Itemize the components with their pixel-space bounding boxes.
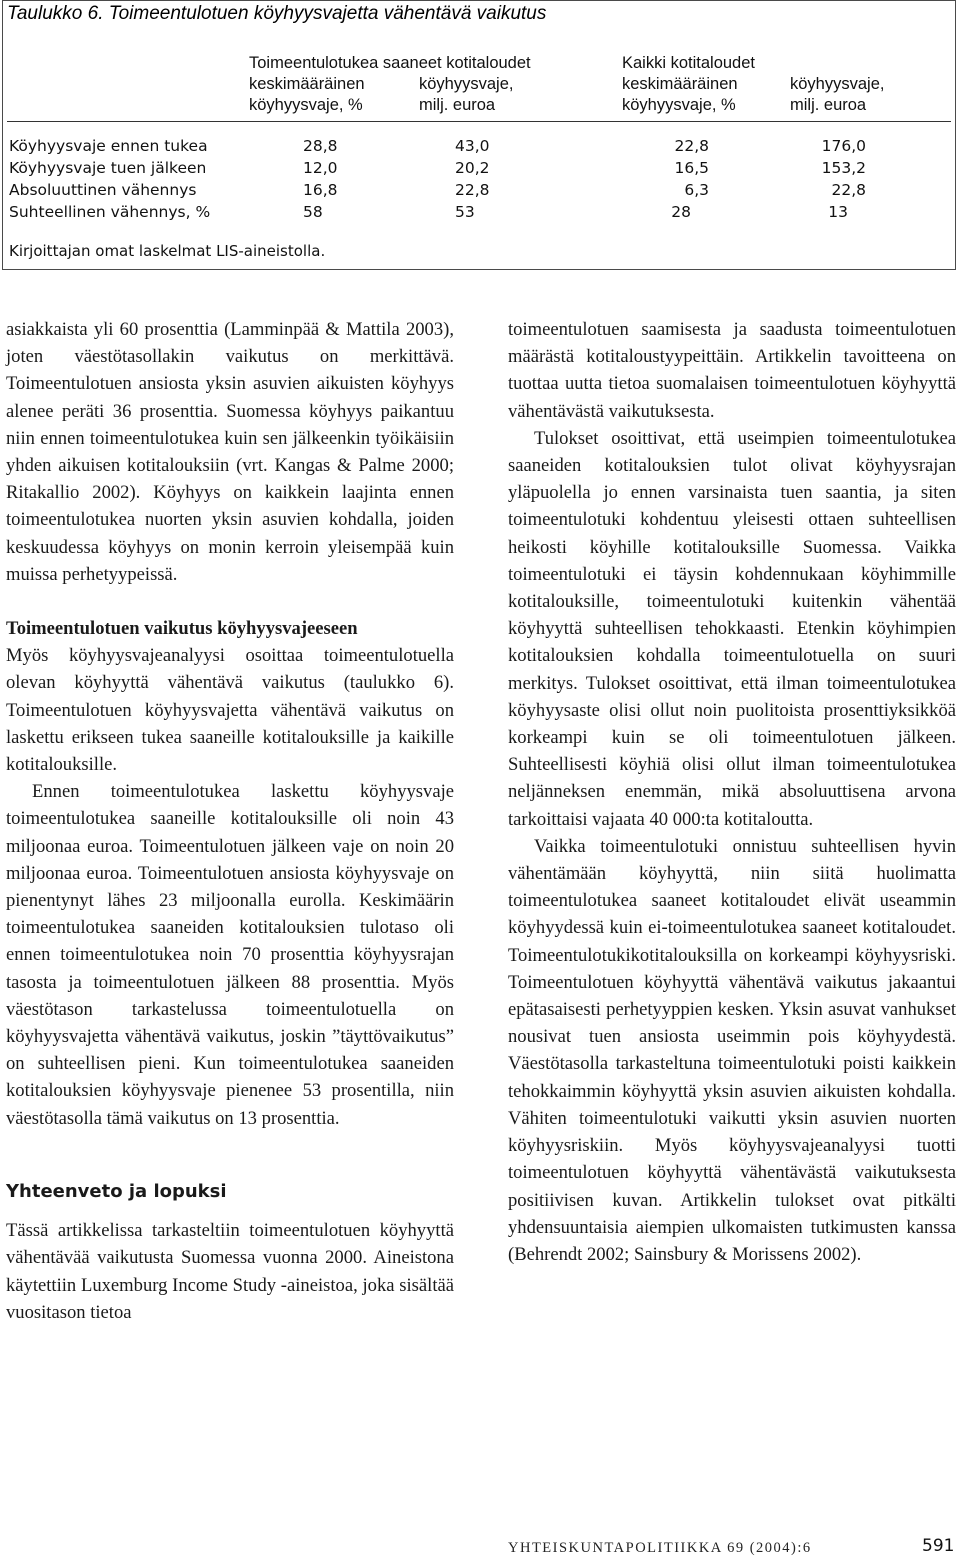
left-paragraph-1: asiakkaista yli 60 prosenttia (Lamminpää & Mattila 2003), joten väestötasollakin vaikutus on merkittävä. Toimeentulotuen ansiosta yksin asuvien aikuisten köyhyys alenee peräti 36 prosenttia. Suomessa köyhyys paikantuu niin ennen toimeentulotukea kuin sen jälkeenkin työikäisiin yhden aikuisen kotitalouksiin (vrt. Kangas & Palme 2000; Ritakallio 2002). Köyhyys on kaikkein laajinta ennen toimeentulotukea nuorten yksin asuvien kohdalla, joiden keskuudessa köyhyys on monin kerroin yleisempää kuin muissa perhetyypeissä.: [6, 319, 454, 585]
header-avg-1: keskimääräinen: [249, 75, 365, 93]
header-meur-1: milj. euroa: [419, 96, 496, 114]
cell: 58: [303, 203, 323, 221]
header-meur-2: milj. euroa: [790, 96, 867, 114]
cell: 16,5: [674, 159, 709, 177]
row-label: Absoluuttinen vähennys: [9, 181, 197, 199]
page-number: 591: [922, 1536, 955, 1556]
cell: 22,8: [831, 181, 866, 199]
table-title: Taulukko 6. Toimeentulotuen köyhyysvajetta vähentävä vaikutus: [7, 3, 547, 24]
right-paragraph-3: Vaikka toimeentulotuki onnistuu suhteellisen hyvin vähentämään köyhyyttä, niin siitä huolimatta toimeentulotukea saaneet kotitaloudet elivät useammin köyhyydessä kuin ei-toimeentulotukea saaneet kotitaloudet. Toimeentulotukikotitalouksilla on korkeampi köyhyysriski. Toimeentulotuen köyhyyttä vähentävä vaikutus jakaantui epätasaisesti perhetyyppien kesken. Yksin asuvat vanhukset nousivat tuen ansiosta useimmin pois köyhyydestä. Väestötasolla tarkasteltuna toimeentulotuki poisti kaikkein tehokkaimmin köyhyyttä yksin asuvien aikuisten kohdalla. Vähiten toimeentulotuki vaikutti yksin asuvien nuorten köyhyysriskiin. Myös köyhyysvajeanalyysi tuotti toimeentulotuen köyhyyttä vähentävästä vaikutuksesta positiivisen kuvan. Artikkelin tulokset ovat pitkälti yhdensuuntaisia aiempien ulkomaisten tutkimusten kanssa (Behrendt 2002; Sainsbury & Morissens 2002).: [508, 835, 956, 1265]
section-heading-summary: Yhteenveto ja lopuksi: [6, 1180, 227, 1202]
cell: 22,8: [455, 181, 490, 199]
header-pct-2: köyhyysvaje, %: [622, 96, 736, 114]
header-pct-1: köyhyysvaje, %: [249, 96, 363, 114]
left-column: [6, 316, 454, 1326]
journal-footer: YHTEISKUNTAPOLITIIKKA 69 (2004):6: [508, 1540, 812, 1556]
cell: 153,2: [821, 159, 866, 177]
row-label: Köyhyysvaje tuen jälkeen: [9, 159, 207, 177]
table-rule: [7, 121, 951, 122]
cell: 16,8: [303, 181, 338, 199]
right-column: [508, 316, 956, 1268]
left-paragraph-2: Myös köyhyysvajeanalyysi osoittaa toimeentulotuella olevan köyhyyttä vähentävä vaikutus (taulukko 6). Toimeentulotuen köyhyysvajetta vähentävä vaikutus on laskettu erikseen tukea saaneille kotitalouksille ja kaikille kotitalouksille.: [6, 645, 454, 776]
row-label: Suhteellinen vähennys, %: [9, 203, 211, 221]
right-paragraph-1: toimeentulotuen saamisesta ja saadusta toimeentulotuen määrästä kotitaloustyypeittäin. Artikkelin tavoitteena on tuottaa uutta tietoa suomalaisen toimeentulotuen köyhyyttä vähentävästä vaikutuksesta.: [508, 319, 956, 422]
header-group-supported: Toimeentulotukea saaneet kotitaloudet: [249, 54, 531, 72]
header-gap-2: köyhyysvaje,: [790, 75, 885, 93]
cell: 20,2: [455, 159, 490, 177]
cell: 176,0: [821, 137, 866, 155]
cell: 53: [455, 203, 475, 221]
row-label: Köyhyysvaje ennen tukea: [9, 137, 208, 155]
cell: 22,8: [674, 137, 709, 155]
table-source-note: Kirjoittajan omat laskelmat LIS-aineistolla.: [9, 242, 326, 260]
header-avg-2: keskimääräinen: [622, 75, 738, 93]
cell: 28,8: [303, 137, 338, 155]
cell: 6,3: [684, 181, 709, 199]
cell: 43,0: [455, 137, 490, 155]
right-paragraph-2: Tulokset osoittivat, että useimpien toimeentulotukea saaneiden kotitalouksien tulot olivat köyhyysrajan yläpuolella jo ennen varsinaista tuen saantia, ja siten toimeentulotuki kohdentuu yleisesti ottaen suhteellisen heikosti köyhille kotitalouksille Suomessa. Vaikka toimeentulotuki ei täysin kohdennukaan köyhimmille kotitalouksille, toimeentulotuki kuitenkin vähentää köyhyyttä suhteellisen tehokkaasti. Etenkin köyhimpien kotitalouksien kohdalla toimeentulotuella on suuri merkitys. Tulokset osoittivat, että ilman toimeentulotukea köyhyysaste olisi ollut noin puolitoista prosenttiyksikköä korkeampi kuin se oli toimeentulotuen jälkeen. Suhteellisesti köyhiä olisi ollut ilman toimeentulotukea neljänneksen enemmän, mikä absoluuttisena arvona tarkoittaisi vajaata 40 000:ta kotitaloutta.: [508, 427, 956, 830]
header-gap-1: köyhyysvaje,: [419, 75, 514, 93]
table-6: [2, 0, 956, 270]
left-paragraph-4: Tässä artikkelissa tarkasteltiin toimeentulotuen köyhyyttä vähentävää vaikutusta Suomessa vuonna 2000. Aineistona käytettiin Luxemburg Income Study -aineistoa, joka sisältää vuositason tietoa: [6, 1220, 454, 1323]
cell: 13: [828, 203, 848, 221]
section-heading-poverty-gap: Toimeentulotuen vaikutus köyhyysvajeeseen: [6, 618, 358, 640]
header-group-all: Kaikki kotitaloudet: [622, 54, 755, 72]
cell: 28: [671, 203, 691, 221]
left-paragraph-3: Ennen toimeentulotukea laskettu köyhyysvaje toimeentulotukea saaneille kotitalouksille oli noin 43 miljoonaa euroa. Toimeentulotuen jälkeen vaje on noin 20 miljoonaa euroa. Toimeentulotuen ansiosta köyhyysvaje on pienentynyt lähes 23 miljoonalla eurolla. Keskimäärin toimeentulotukea saaneiden kotitalouksien tulotaso oli ennen toimeentulotukea noin 70 prosenttia köyhyysrajan tasosta ja toimeentulotuen jälkeen 88 prosenttia. Myös väestötason tarkastelussa toimeentulotuella on köyhyysvajetta vähentävä vaikutus, joskin ”täyttövaikutus” on suhteellisen pieni. Kun toimeentulotukea saaneiden kotitalouksien köyhyysvaje pienenee 53 prosentilla, niin väestötasolla tämä vaikutus on 13 prosenttia.: [6, 781, 454, 1129]
cell: 12,0: [303, 159, 338, 177]
